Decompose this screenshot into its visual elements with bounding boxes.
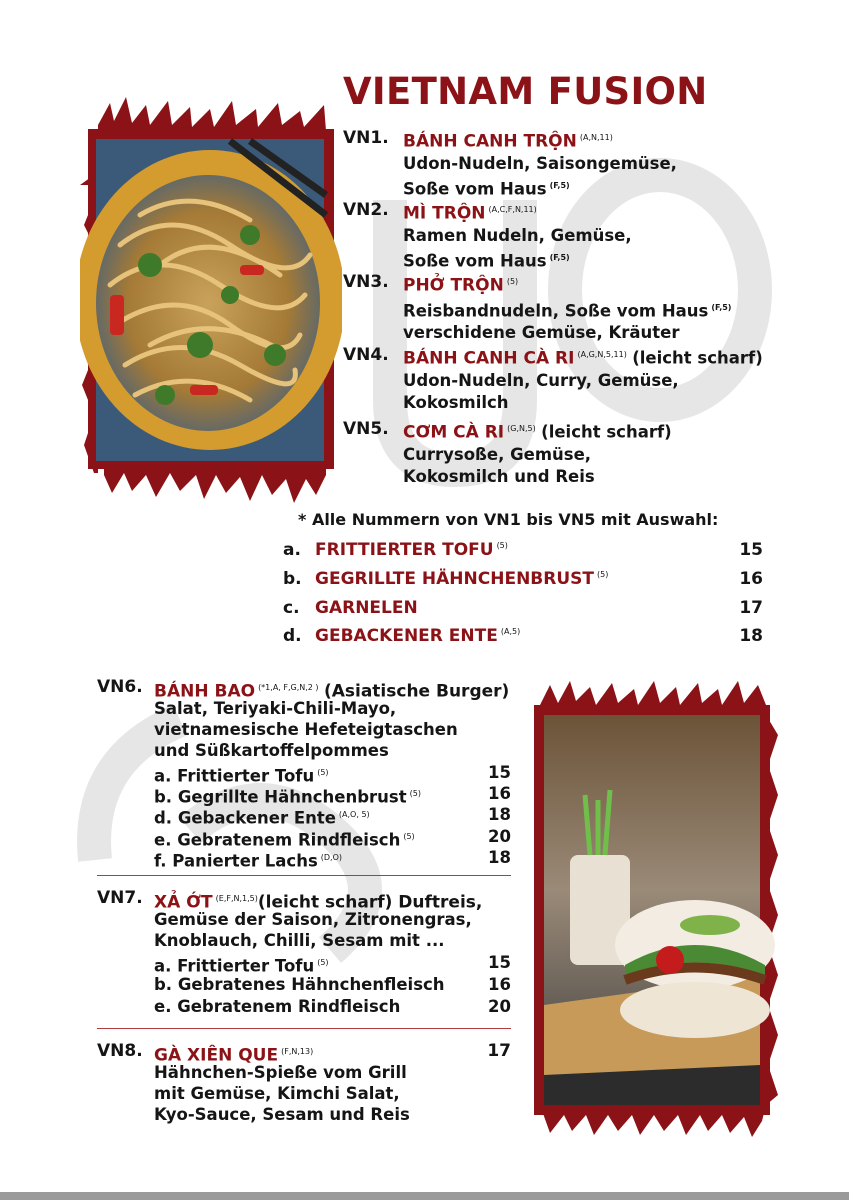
item-name: CƠM CÀ RI xyxy=(403,422,505,443)
item-desc: vietnamesische Hefeteigtaschen xyxy=(154,720,458,739)
option-price: 15 xyxy=(488,763,511,782)
item-desc: und Süßkartoffelpommes xyxy=(154,741,389,760)
item-price: 17 xyxy=(487,1041,511,1061)
option-row xyxy=(154,783,511,807)
option-name: b. Gebratenes Hähnchenfleisch xyxy=(154,975,445,994)
allergen-code: (E,F,N,1,5) xyxy=(215,894,258,903)
menu-item-vn6 xyxy=(97,677,511,872)
item-code: VN5. xyxy=(343,419,389,439)
allergen-code: (5) xyxy=(496,541,508,551)
bao-burger-photo xyxy=(530,675,780,1140)
option-price: 20 xyxy=(488,997,511,1016)
option-name: f. Panierter Lachs xyxy=(154,851,318,871)
item-desc: Soße vom Haus xyxy=(403,179,547,199)
option-row xyxy=(154,762,511,786)
item-desc: mit Gemüse, Kimchi Salat, xyxy=(154,1084,400,1103)
allergen-code: (A,N,11) xyxy=(579,133,613,142)
allergen-code: (5) xyxy=(403,832,415,841)
allergen-code: (F,5) xyxy=(549,252,570,262)
allergen-code: (F,5) xyxy=(711,302,732,312)
option-price: 15 xyxy=(488,953,511,972)
item-code: VN4. xyxy=(343,345,389,365)
option-row xyxy=(154,952,511,976)
item-name: XẢ ỚT xyxy=(154,892,213,913)
spicy-note: (leicht scharf) xyxy=(632,348,763,368)
option-row xyxy=(154,804,511,828)
option-price: 16 xyxy=(488,975,511,994)
option-price: 18 xyxy=(488,848,511,867)
choice-letter: a. xyxy=(283,540,301,560)
item-desc: Kokosmilch xyxy=(403,392,509,412)
item-code: VN2. xyxy=(343,200,389,220)
option-name: e. Gebratenem Rindfleisch xyxy=(154,997,401,1016)
allergen-code: (5) xyxy=(317,958,329,967)
item-desc: Kyo-Sauce, Sesam und Reis xyxy=(154,1105,410,1124)
choice-row xyxy=(283,626,763,652)
item-desc: Salat, Teriyaki-Chili-Mayo, xyxy=(154,699,397,718)
item-name: BÁNH CANH CÀ RI xyxy=(403,348,575,369)
item-desc: verschidene Gemüse, Kräuter xyxy=(403,323,680,343)
allergen-code: (5) xyxy=(506,277,519,286)
option-row xyxy=(154,826,511,850)
item-desc: Soße vom Haus xyxy=(403,251,547,271)
allergen-code: (A,O, 5) xyxy=(338,810,370,819)
choice-letter: c. xyxy=(283,598,300,618)
item-desc: Gemüse der Saison, Zitronengras, xyxy=(154,910,472,929)
allergen-code: (F,5) xyxy=(549,180,570,190)
item-desc: Ramen Nudeln, Gemüse, xyxy=(403,225,632,245)
choice-price: 16 xyxy=(739,569,763,589)
item-code: VN8. xyxy=(97,1041,143,1061)
item-name: GÀ XIÊN QUE xyxy=(154,1045,279,1066)
item-code: VN7. xyxy=(97,888,143,908)
option-name: a. Frittierter Tofu xyxy=(154,766,315,786)
item-subtitle: (Asiatische Burger) xyxy=(323,681,510,702)
item-name: BÁNH CANH TRỘN xyxy=(403,131,577,152)
option-row xyxy=(154,996,511,1017)
item-desc: Udon-Nudeln, Curry, Gemüse, xyxy=(403,370,679,390)
choice-row xyxy=(283,540,763,566)
selection-note: * Alle Nummern von VN1 bis VN5 mit Auswahl: xyxy=(298,510,719,529)
choice-price: 17 xyxy=(739,598,763,618)
choice-letter: b. xyxy=(283,569,302,589)
item-desc: Hähnchen-Spieße vom Grill xyxy=(154,1063,407,1082)
item-name: MÌ TRỘN xyxy=(403,203,486,224)
allergen-code: (G,N,5) xyxy=(507,424,536,433)
option-price: 18 xyxy=(488,805,511,824)
allergen-code: (D,O) xyxy=(320,853,343,862)
allergen-code: (*1,A, F,G,N,2 ) xyxy=(258,683,319,692)
menu-item-vn7 xyxy=(97,888,511,1023)
allergen-code: (A,5) xyxy=(500,627,521,637)
section-divider xyxy=(97,875,511,876)
choice-price: 15 xyxy=(739,540,763,560)
allergen-code: (5) xyxy=(597,570,609,580)
choice-letter: d. xyxy=(283,626,302,646)
item-desc: Reisbandnudeln, Soße vom Haus xyxy=(403,301,709,321)
item-code: VN1. xyxy=(343,128,389,148)
allergen-code: (A,G,N,5,11) xyxy=(577,350,627,359)
item-desc: Knoblauch, Chilli, Sesam mit ... xyxy=(154,931,445,950)
section-divider xyxy=(97,1028,511,1029)
allergen-code: (5) xyxy=(409,789,421,798)
choice-price: 18 xyxy=(739,626,763,646)
item-desc: Kokosmilch und Reis xyxy=(403,466,595,486)
choice-name: GARNELEN xyxy=(315,598,418,618)
option-name: e. Gebratenem Rindfleisch xyxy=(154,830,401,850)
choice-row xyxy=(283,569,763,595)
option-price: 20 xyxy=(488,827,511,846)
item-name: BÁNH BAO xyxy=(154,681,256,702)
item-code: VN3. xyxy=(343,272,389,292)
allergen-code: (5) xyxy=(317,768,329,777)
choice-name: GEGRILLTE HÄHNCHENBRUST xyxy=(315,569,594,589)
option-row xyxy=(154,974,511,995)
spicy-note: (leicht scharf) xyxy=(541,422,672,442)
item-code: VN6. xyxy=(97,677,143,697)
item-desc: Udon-Nudeln, Saisongemüse, xyxy=(403,153,677,173)
choice-row xyxy=(283,598,763,624)
noodle-bowl-photo xyxy=(80,95,342,505)
allergen-code: (A,C,F,N,11) xyxy=(488,205,537,214)
menu-item-vn8 xyxy=(97,1041,511,1131)
bottom-bar xyxy=(0,1192,849,1200)
choice-name: FRITTIERTER TOFU xyxy=(315,540,494,560)
item-name: PHỞ TRỘN xyxy=(403,275,504,296)
option-price: 16 xyxy=(488,784,511,803)
option-name: b. Gegrillte Hähnchenbrust xyxy=(154,787,407,807)
allergen-code: (F,N,13) xyxy=(281,1047,314,1056)
choice-name: GEBACKENER ENTE xyxy=(315,626,498,646)
option-name: d. Gebackener Ente xyxy=(154,808,336,828)
item-desc: Currysoße, Gemüse, xyxy=(403,444,592,464)
option-name: a. Frittierter Tofu xyxy=(154,956,315,976)
page-title: VIETNAM FUSION xyxy=(343,70,708,113)
item-desc: (leicht scharf) Duftreis, xyxy=(257,892,483,913)
option-row xyxy=(154,847,511,871)
